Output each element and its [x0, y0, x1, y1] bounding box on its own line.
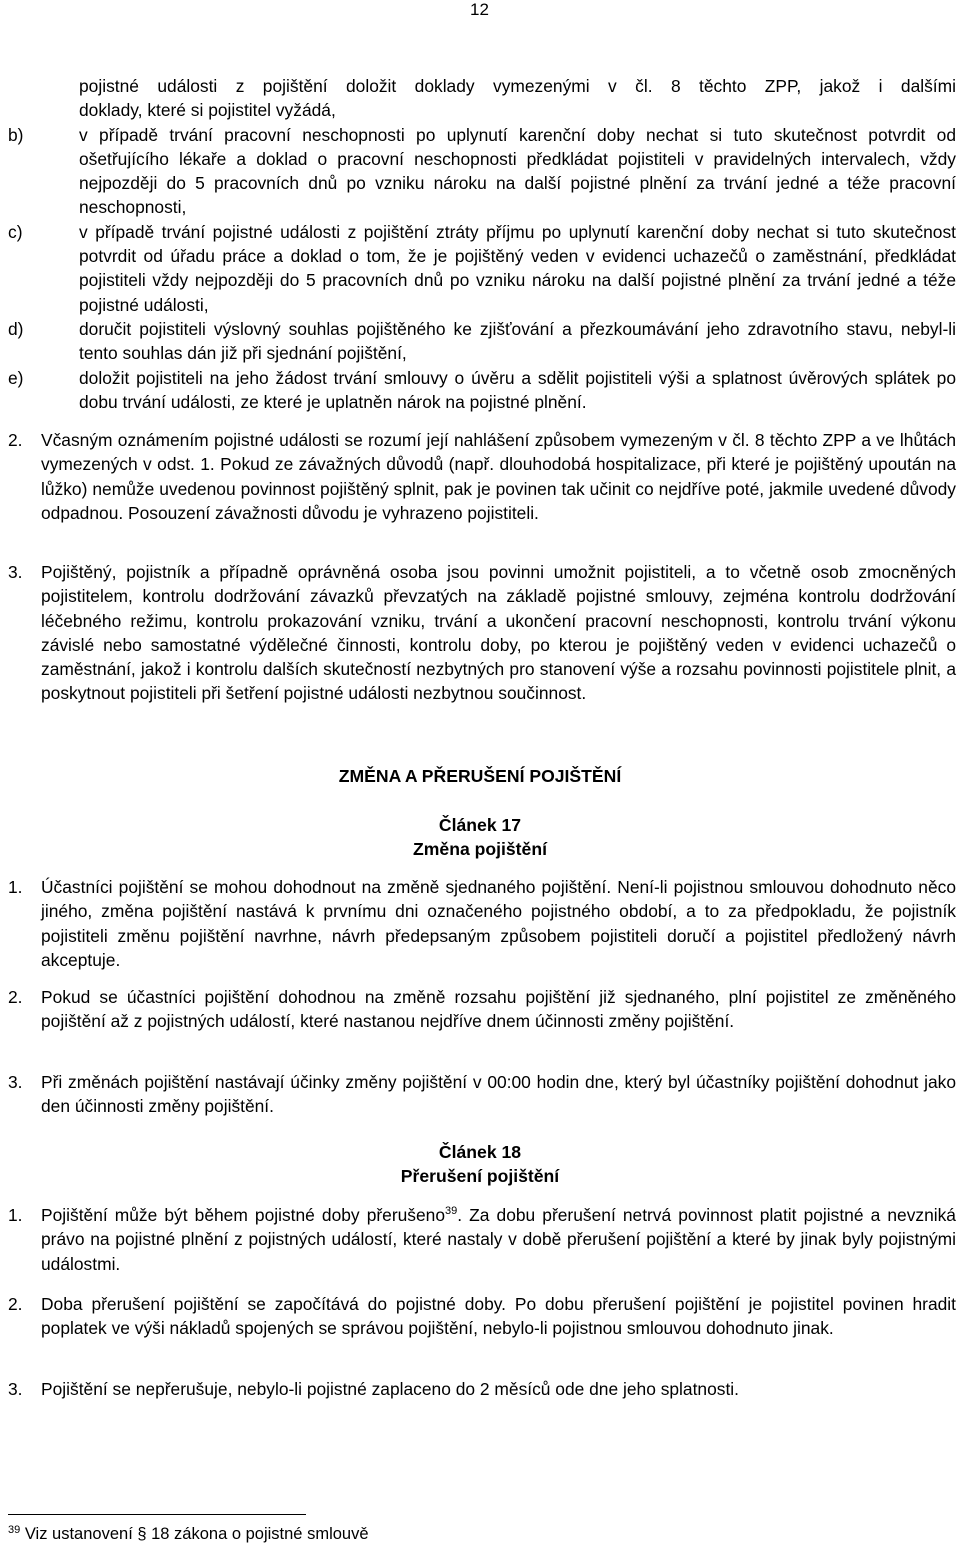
item-label: 2.	[8, 430, 23, 450]
item-text: Účastníci pojištění se mohou dohodnout na změně sjednaného pojištění. Není-li pojistnou smlouvou dohodnuto něco jiného, změna pojištění nastává k prvnímu dni označeného pojistného období, a to za předpokladu, že pojistník pojistiteli změnu pojištění navrhne, návrh předepsaným způsobem pojistiteli doručí a pojistitel předložený návrh akceptuje.	[41, 877, 956, 970]
list-item	[8, 366, 956, 415]
list-item	[8, 317, 956, 366]
item-label: d)	[8, 318, 24, 339]
item-text-end: . Za dobu přerušení netrvá povinnost platit pojistné a nevzniká právo na pojistné plnění z pojistných událostí, které nastaly v době přerušení pojištění a které by jinak byly pojistnými událostmi.	[41, 1205, 956, 1274]
item-label: 2.	[8, 987, 23, 1007]
article-17-title: Změna pojištění	[413, 839, 547, 859]
footnote	[8, 1524, 369, 1544]
item-label: 1.	[8, 1205, 23, 1225]
list-item	[8, 123, 956, 220]
item-text: Při změnách pojištění nastávají účinky změny pojištění v 00:00 hodin dne, který byl účastníky pojištění dohodnut jako den účinnosti změny pojištění.	[41, 1072, 956, 1117]
page-number: 12	[470, 0, 489, 19]
article-17-item-2	[8, 985, 956, 1034]
list-item	[8, 220, 956, 317]
item-text	[41, 1203, 956, 1276]
item-text: Doba přerušení pojištění se započítává do pojistné doby. Po dobu přerušení pojištění je pojistitel povinen hradit poplatek ve výši nákladů spojených se správou pojištění, nebylo-li pojistnou smlouvou dohodnuto jinak.	[41, 1294, 956, 1339]
item-label: 3.	[8, 1379, 23, 1399]
item-text: Pokud se účastníci pojištění dohodnou na změně rozsahu pojištění již sjednaného, plní pojistitel ze změněného pojištění až z pojistných událostí, které nastanou nejdříve dnem účinnosti změny pojištění.	[41, 987, 956, 1032]
item-label: b)	[8, 124, 24, 145]
obligations-list	[8, 74, 956, 414]
footnote-number: 39	[8, 1524, 21, 1536]
article-17-item-1	[8, 875, 956, 972]
item-text: doložit pojistiteli na jeho žádost trvání smlouvy o úvěru a sdělit pojistiteli výši a splatnost úvěrových splátek po dobu trvání události, ze které je uplatněn nárok na pojistné plnění.	[79, 367, 956, 412]
item-label: 1.	[8, 877, 23, 897]
intro-line-2: doklady, které si pojistitel vyžádá,	[79, 100, 336, 121]
item-label: e)	[8, 367, 24, 388]
intro-line-1: pojistné události z pojištění doložit doklady vymezenými v čl. 8 těchto ZPP, jakož i dalšími	[79, 76, 956, 96]
article-18-number: Článek 18	[438, 1142, 522, 1162]
item-text: v případě trvání pracovní neschopnosti po uplynutí karenční doby nechat si tuto skutečnost potvrdit od ošetřujícího lékaře a doklad o pracovní neschopnosti předkládat pojistiteli v pravidelných intervalech, vždy nejpozději do 5 pracovních dnů po vzniku nároku na další pojistné plnění za trvání jedné a téže pracovní neschopnosti,	[79, 124, 956, 218]
item-text-start: Pojištění může být během pojistné doby přerušeno	[41, 1205, 446, 1225]
article-17-number: Článek 17	[438, 815, 522, 835]
footnote-ref[interactable]: 39	[445, 1205, 458, 1217]
item-label: 3.	[8, 562, 23, 582]
item-label: 3.	[8, 1072, 23, 1092]
item-label: c)	[8, 221, 23, 242]
item-text: Pojištěný, pojistník a případně oprávněná osoba jsou povinni umožnit pojistiteli, a to včetně osob zmocněných pojistitelem, kontrolu dodržování závazků převzatých na základě pojistné smlouvy, zejména kontrolu dodržování léčebného režimu, kontrolu prokazování vzniku, trvání a ukončení pracovní neschopnosti, kontrolu trvání výkonu závislé nebo samostatné výdělečné činnosti, kontrolu doby, po kterou je pojištěný veden v evidenci uchazečů o zaměstnání, jakož i kontrolu dalších skutečností nezbytných pro stanovení výše a rozsahu povinnosti pojistitele plnit, a poskytnout pojistiteli při šetření pojistné události nezbytnou součinnost.	[41, 562, 956, 704]
section-title: ZMĚNA A PŘERUŠENÍ POJIŠTĚNÍ	[338, 766, 622, 786]
article-18-item-1	[8, 1203, 956, 1276]
footnote-separator	[8, 1514, 306, 1515]
point-2	[8, 428, 956, 525]
point-3	[8, 560, 956, 706]
item-text: v případě trvání pojistné události z pojištění ztráty příjmu po uplynutí karenční doby nechat si tuto skutečnost potvrdit od úřadu práce a doklad o tom, že je pojištěný veden v evidenci uchazečů o zaměstnání, předkládat pojistiteli vždy nejpozději do 5 pracovních dnů po vzniku nároku na další pojistné plnění za trvání jedné a téže pojistné události,	[79, 221, 956, 315]
footnote-text: Viz ustanovení § 18 zákona o pojistné smlouvě	[24, 1525, 369, 1543]
article-17-item-3	[8, 1070, 956, 1119]
article-18-item-3	[8, 1377, 956, 1401]
article-18-title: Přerušení pojištění	[400, 1166, 560, 1186]
item-text: Pojištění se nepřerušuje, nebylo-li pojistné zaplaceno do 2 měsíců ode dne jeho splatnosti.	[41, 1379, 739, 1399]
item-label: 2.	[8, 1294, 23, 1314]
article-18-item-2	[8, 1292, 956, 1341]
item-text: Včasným oznámením pojistné události se rozumí její nahlášení způsobem vymezeným v čl. 8 těchto ZPP a ve lhůtách vymezených v odst. 1. Pokud ze závažných důvodů (např. dlouhodobá hospitalizace, při které je pojištěný upoután na lůžko) nemůže uvedenou povinnost pojištěný splnit, pak je povinen tak učinit co nejdříve poté, jakmile uvedené důvody odpadnou. Posouzení závažnosti důvodu je vyhrazeno pojistiteli.	[41, 430, 956, 523]
item-text: doručit pojistiteli výslovný souhlas pojištěného ke zjišťování a přezkoumávání jeho zdravotního stavu, nebyl-li tento souhlas dán již při sjednání pojištění,	[79, 318, 956, 364]
